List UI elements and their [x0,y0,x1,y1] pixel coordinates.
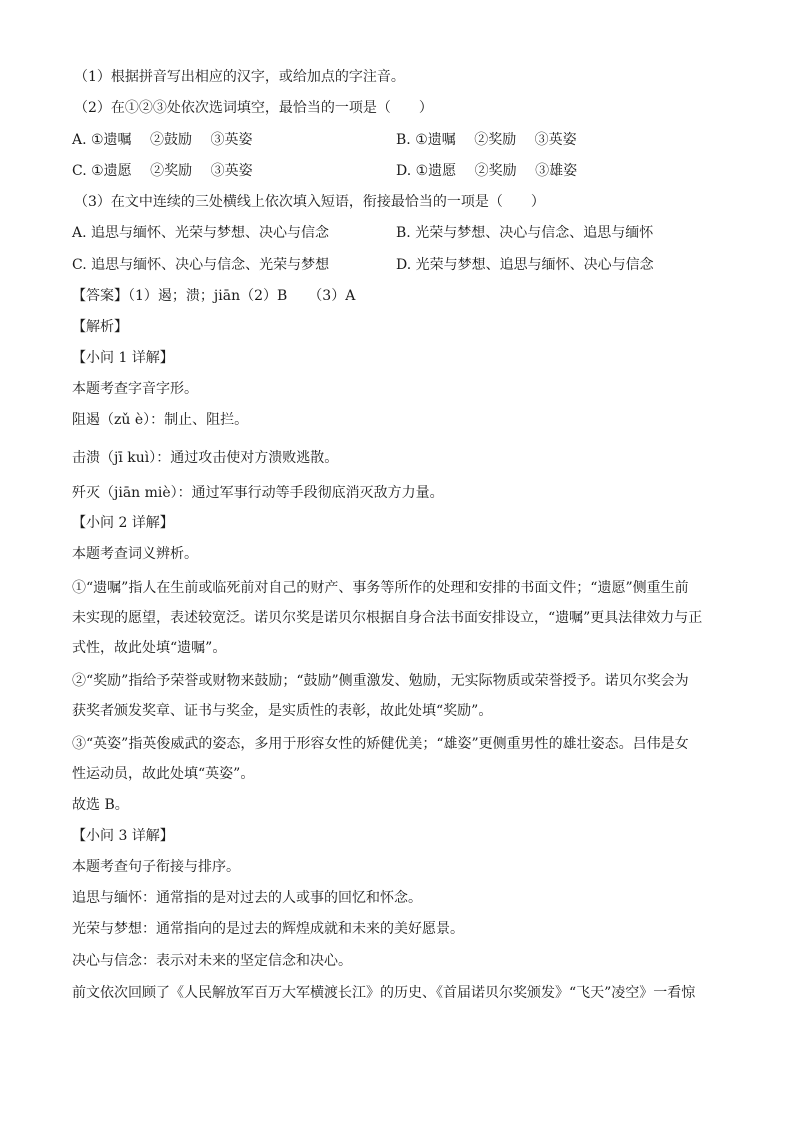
question-2-text: （2）在①②③处依次选词填空，最恰当的一项是（ ） [74,100,433,116]
q3-option-b: B. 光荣与梦想、决心与信念、追思与缅怀 [396,225,654,241]
part-2-line: ③“英姿”指英俊威武的姿态，多用于形容女性的矫健优美；“雄姿”更侧重男性的雄壮姿态。吕伟是女 [72,736,689,752]
part-1-heading: 【小问 1 详解】 [72,350,174,366]
part-1-line: 击溃（jī kuì）：通过攻击使对方溃败逃散。 [72,450,339,466]
analysis-label: 【解析】 [72,319,128,335]
part-3-line: 光荣与梦想：通常指向的是过去的辉煌成就和未来的美好愿景。 [72,921,464,937]
part-2-line: ①“遗嘱”指人在生前或临死前对自己的财产、事务等所作的处理和安排的书面文件；“遗愿”侧重生前 [72,580,689,596]
question-3-text: （3）在文中连续的三处横线上依次填入短语，衔接最恰当的一项是（ ） [74,194,545,210]
q2-option-c: C. ①遗愿 ②奖励 ③英姿 [72,163,253,179]
part-2-line: 故选 B。 [72,797,129,813]
part-1-line: 阻遏（zǔ è）：制止、阻拦。 [72,412,249,428]
answer-label: 【答案】 [72,288,128,304]
part-3-line: 追思与缅怀：通常指的是对过去的人或事的回忆和怀念。 [72,890,422,906]
q3-option-a: A. 追思与缅怀、光荣与梦想、决心与信念 [72,225,330,241]
part-3-line: 前文依次回顾了《人民解放军百万大军横渡长江》的历史、《首届诺贝尔奖颁发》“飞天”凌空》一看惊 [72,985,696,1001]
q3-option-d: D. 光荣与梦想、追思与缅怀、决心与信念 [396,257,654,273]
q2-option-d: D. ①遗愿 ②奖励 ③雄姿 [396,163,578,179]
answer-line [72,285,752,307]
part-2-line: 未实现的愿望，表述较宽泛。诺贝尔奖是诺贝尔根据自身合法书面安排设立，“遗嘱”更具法律效力与正 [72,610,703,626]
part-3-line: 本题考查句子衔接与排序。 [72,859,240,875]
part-2-line: ②“奖励”指给予荣誉或财物来鼓励；“鼓励”侧重激发、勉励，无实际物质或荣誉授予。诺贝尔奖会为 [72,673,689,689]
part-3-line: 决心与信念：表示对未来的坚定信念和决心。 [72,953,352,969]
part-2-line: 获奖者颁发奖章、证书与奖金，是实质性的表彰，故此处填“奖励”。 [72,703,493,719]
q2-option-b: B. ①遗嘱 ②奖励 ③英姿 [396,132,577,148]
part-1-line: 本题考查字音字形。 [72,381,198,397]
part-1-line: 歼灭（jiān miè）：通过军事行动等手段彻底消灭敌方力量。 [72,485,444,501]
question-1-text: （1）根据拼音写出相应的汉字，或给加点的字注音。 [74,69,405,85]
answer-text: （1）遏；溃；jiān（2）B （3）A [128,288,356,304]
part-2-line: 性运动员，故此处填“英姿”。 [72,766,255,782]
part-2-line: 本题考查词义辨析。 [72,546,198,562]
q3-option-c: C. 追思与缅怀、决心与信念、光荣与梦想 [72,257,330,273]
q2-option-a: A. ①遗嘱 ②鼓励 ③英姿 [72,132,253,148]
part-3-heading: 【小问 3 详解】 [72,828,174,844]
part-2-line: 式性，故此处填“遗嘱”。 [72,640,227,656]
part-2-heading: 【小问 2 详解】 [72,515,174,531]
